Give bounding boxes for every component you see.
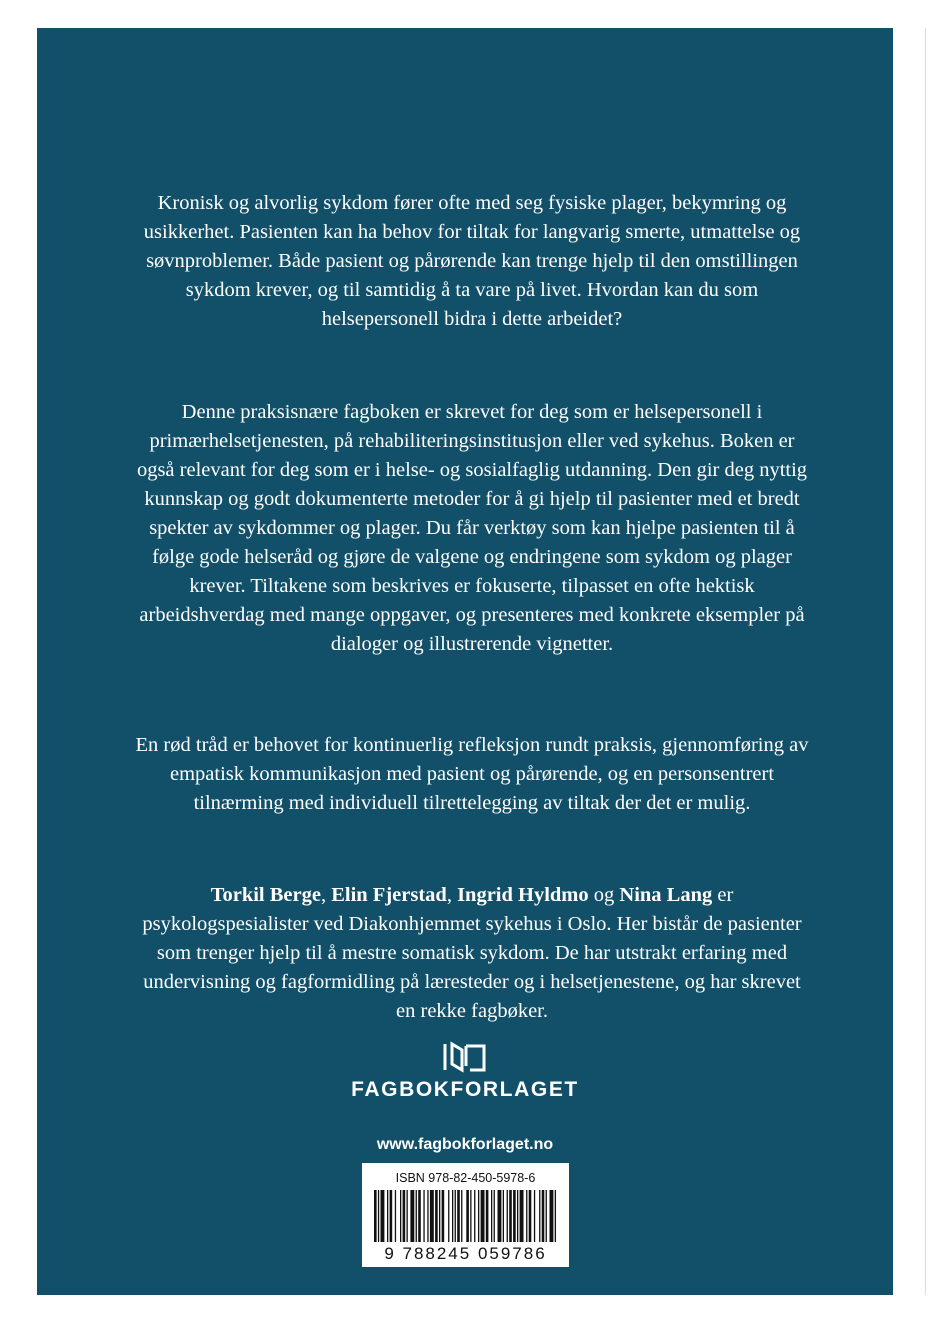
barcode-bar: [423, 1190, 424, 1242]
barcode-bar: [555, 1190, 556, 1242]
barcode-bar: [455, 1190, 456, 1242]
barcode-bar: [448, 1190, 449, 1242]
barcode-bar: [517, 1190, 518, 1242]
ean-digits: 9 788245 059786: [384, 1244, 547, 1263]
barcode-bar: [410, 1190, 414, 1242]
barcode-bar: [387, 1190, 388, 1242]
barcode-bar: [526, 1190, 527, 1242]
barcode-bar: [486, 1190, 489, 1242]
barcode-bar: [470, 1190, 471, 1242]
publisher-website: www.fagbokforlaget.no: [376, 1136, 554, 1153]
barcode-bar: [374, 1190, 377, 1242]
barcode-bar: [481, 1190, 485, 1242]
barcode-bar: [418, 1190, 421, 1242]
barcode-bar: [513, 1190, 516, 1242]
barcode-bar: [494, 1190, 495, 1242]
barcode-bar: [381, 1190, 385, 1242]
author-name: Elin Fjerstad: [331, 883, 447, 906]
description-paragraph-1: Kronisk og alvorlig sykdom fører ofte med seg fysiske plager, bekymring og usikkerhet. Pasienten kan ha behov for tiltak for langvarig smerte, utmattelse og søvnproblemer. Både pasient og pårørende kan trenge hjelp til den omstillingen sykdom krever, og til samtidig å ta vare på livet. Hvordan kan du som helsepersonell bidra i dette arbeidet?: [143, 191, 801, 330]
description-paragraph-3: En rød tråd er behovet for kontinuerlig refleksjon rundt praksis, gjennomføring av empatisk kommunikasjon med pasient og pårørende, og en personsentrert tilnærming med individuell tilrettelegging av tiltak der det er mulig.: [135, 733, 809, 814]
author-bio: [132, 881, 812, 1026]
barcode-bar: [442, 1190, 445, 1242]
author-separator: ,: [446, 883, 458, 906]
barcode-bar: [529, 1190, 532, 1242]
barcode-bar: [478, 1190, 479, 1242]
barcode-bar: [403, 1190, 406, 1242]
barcode-bar: [390, 1190, 393, 1242]
barcode-bar: [439, 1190, 440, 1242]
barcode-bar: [430, 1190, 434, 1242]
author-bio-text: er psykologspesialister ved Diakonhjemmet sykehus i Oslo. Her bistår de pasienter som trenger hjelp til å mestre somatisk sykdom. De har utstrakt erfaring med undervisning og fagformidling på læresteder og i helsetjenestene, og har skrevet en rekke fagbøker.: [142, 883, 802, 1022]
barcode-bar: [466, 1190, 469, 1242]
barcode-bar: [546, 1190, 547, 1242]
barcode-bar: [539, 1190, 540, 1242]
barcode-bar: [461, 1190, 462, 1242]
back-cover: [37, 28, 893, 1295]
barcode: [372, 1190, 559, 1246]
isbn-number: ISBN 978-82-450-5978-6: [395, 1171, 536, 1185]
author-name: Nina Lang: [619, 883, 713, 906]
publisher-name: FAGBOKFORLAGET: [351, 1078, 579, 1101]
barcode-bar: [378, 1190, 379, 1242]
barcode-bar: [503, 1190, 504, 1242]
barcode-bar: [542, 1190, 545, 1242]
description-paragraph-2: Denne praksisnære fagboken er skrevet for deg som er helsepersonell i primærhelsetjenesten, på rehabiliteringsinstitusjon eller ved sykehus. Boken er også relevant for deg som er i helse- og sosialfaglig utdanning. Den gir deg nyttig kunnskap og godt dokumenterte metoder for å gi hjelp til pasienter med et bredt spekter av sykdommer og plager. Du får verktøy som kan hjelpe pasienten til å følge gode helseråd og gjøre de valgene og endringene som sykdom og plager krever. Tiltakene som beskrives er fokuserte, tilpasset en ofte hektisk arbeidshverdag med mange oppgaver, og presenteres med konkrete eksempler på dialoger og illustrerende vignetter.: [136, 400, 808, 655]
barcode-bar: [427, 1190, 428, 1242]
barcode-bar: [407, 1190, 408, 1242]
barcode-bar: [550, 1190, 554, 1242]
barcode-bar: [534, 1190, 535, 1242]
barcode-bar: [507, 1190, 508, 1242]
author-name: Torkil Berge: [210, 883, 321, 906]
barcode-bar: [452, 1190, 453, 1242]
book-logo-icon: [442, 1040, 488, 1074]
barcode-label: [362, 1163, 569, 1267]
barcode-bar: [491, 1190, 492, 1242]
barcode-bar: [457, 1190, 460, 1242]
author-separator: ,: [320, 883, 332, 906]
barcode-bar: [520, 1190, 524, 1242]
page-edge-divider: [925, 28, 926, 1295]
barcode-bar: [498, 1190, 502, 1242]
barcode-bar: [435, 1190, 438, 1242]
barcode-bar: [416, 1190, 417, 1242]
barcode-bar: [400, 1190, 401, 1242]
author-name: Ingrid Hyldmo: [457, 883, 589, 906]
barcode-bar: [474, 1190, 475, 1242]
author-separator: og: [588, 883, 620, 906]
barcode-bar: [509, 1190, 512, 1242]
barcode-bar: [395, 1190, 396, 1242]
